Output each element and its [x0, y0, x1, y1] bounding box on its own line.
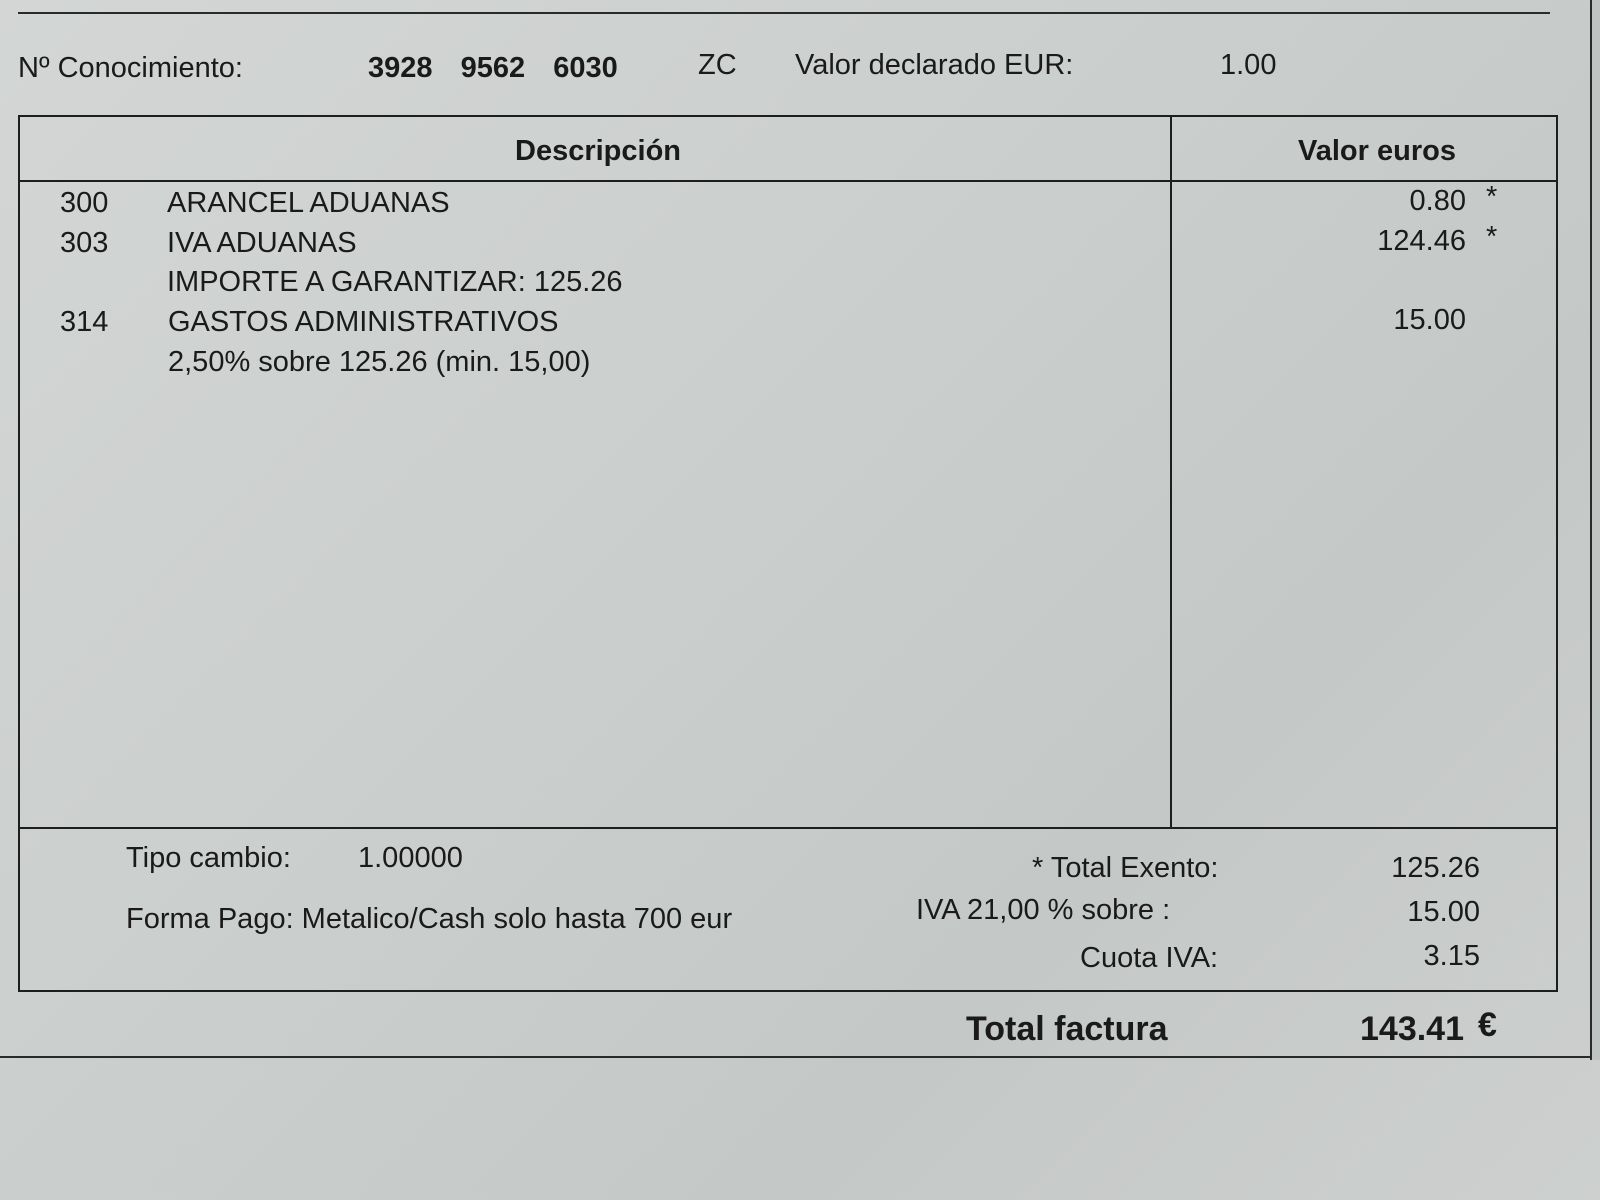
- row-description: IVA ADUANAS: [167, 227, 357, 259]
- column-divider: [1170, 117, 1172, 827]
- cuota-iva-label: Cuota IVA:: [1080, 942, 1219, 974]
- column-header-descripcion: Descripción: [515, 135, 681, 167]
- summary-box: [18, 825, 1558, 992]
- paper-edge: [1590, 0, 1600, 1060]
- header-divider: [20, 180, 1556, 182]
- euro-symbol: €: [1478, 1006, 1497, 1044]
- top-rule: [18, 12, 1550, 14]
- row-value: 0.80: [1409, 185, 1466, 217]
- row-mark: *: [1486, 181, 1498, 213]
- iva-label: IVA 21,00 % sobre :: [916, 894, 1171, 926]
- row-description: ARANCEL ADUANAS: [167, 187, 450, 219]
- cuota-iva-value: 3.15: [1423, 940, 1480, 972]
- tipo-cambio-label: Tipo cambio:: [126, 842, 291, 874]
- paper-bottom-edge: [0, 1056, 1592, 1058]
- conocimiento-label: Nº Conocimiento:: [18, 52, 243, 84]
- row-description: IMPORTE A GARANTIZAR: 125.26: [167, 266, 623, 298]
- iva-base-value: 15.00: [1407, 896, 1480, 928]
- conocimiento-number: 3928 9562 6030: [368, 52, 618, 84]
- row-description: 2,50% sobre 125.26 (min. 15,00): [168, 346, 591, 378]
- row-mark: *: [1486, 221, 1498, 253]
- row-value: 15.00: [1393, 304, 1466, 336]
- total-exento-value: 125.26: [1391, 852, 1480, 884]
- column-header-valor: Valor euros: [1298, 135, 1456, 167]
- row-description: GASTOS ADMINISTRATIVOS: [168, 306, 559, 338]
- zc-code: ZC: [698, 49, 737, 81]
- total-factura-value: 143.41: [1360, 1010, 1464, 1048]
- forma-pago: Forma Pago: Metalico/Cash solo hasta 700 eur: [126, 903, 733, 935]
- valor-declarado-label: Valor declarado EUR:: [795, 49, 1074, 81]
- charges-table: [18, 115, 1558, 829]
- tipo-cambio-value: 1.00000: [358, 842, 463, 874]
- total-factura-label: Total factura: [966, 1010, 1168, 1048]
- row-code: 303: [60, 227, 109, 259]
- total-exento-label: * Total Exento:: [1032, 852, 1219, 884]
- valor-declarado-value: 1.00: [1220, 49, 1277, 81]
- row-value: 124.46: [1377, 225, 1466, 257]
- row-code: 314: [60, 306, 109, 338]
- row-code: 300: [60, 187, 109, 219]
